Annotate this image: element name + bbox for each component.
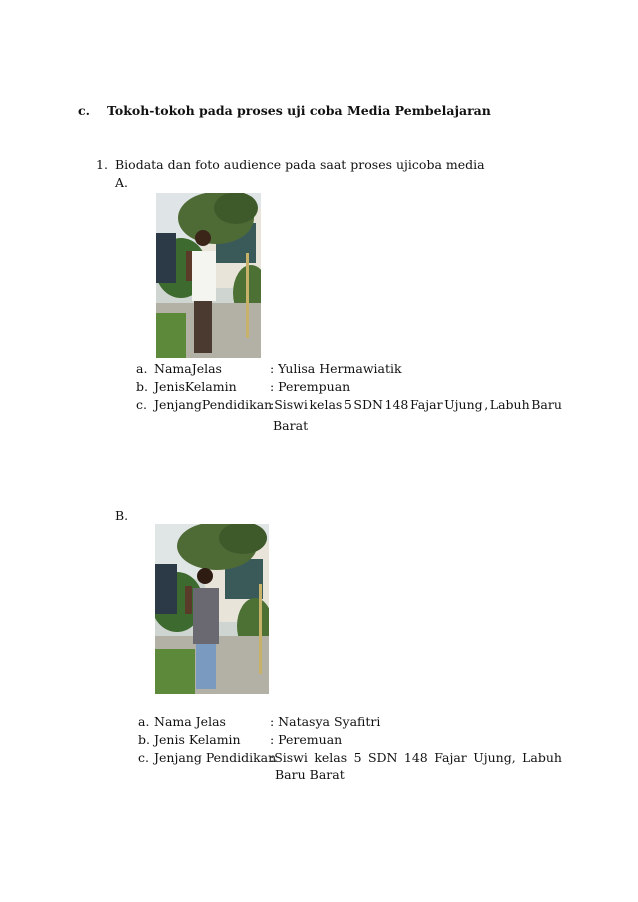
a-field-1-value: : Yulisa Hermawiatik [270,361,402,376]
entry-b-label: B. [115,508,129,523]
item-text: Biodata dan foto audience pada saat proses ujicoba media [115,157,485,172]
a-field-2-value: : Perempuan [270,379,351,394]
b-field-2-value: : Peremuan [270,732,343,747]
b-field-3-value-cont: Baru Barat [275,767,345,782]
a-field-3-label: JenjangPendidikan [154,397,273,412]
word: Baru [531,397,562,412]
photo-a [156,193,261,358]
b-field-3-marker: c. [138,750,149,765]
b-field-1-value: : Natasya Syafitri [270,714,381,729]
word: 5 [353,750,362,765]
word: kelas [314,750,348,765]
b-field-1-label: Nama Jelas [154,714,226,729]
word: Labuh [522,750,562,765]
a-field-1-label: NamaJelas [154,361,222,376]
a-field-3-value [270,397,562,413]
photo-b [155,524,269,694]
entry-a-label: A. [115,175,129,190]
a-field-3-marker: c. [136,397,147,412]
b-field-1-marker: a. [138,714,150,729]
word: 148 [384,397,409,412]
b-field-3-label: Jenjang Pendidikan [154,750,277,765]
word: Ujung [444,397,483,412]
word: Fajar [409,397,443,412]
word: , [484,397,489,412]
word: Labuh [489,397,530,412]
a-field-3-value-cont: Barat [273,418,309,433]
section-letter: c. [78,103,90,118]
word: Fajar [434,750,467,765]
item-number: 1. [96,157,108,172]
word: 5 [343,397,352,412]
word: :Siswi [270,397,308,412]
word: Ujung, [473,750,516,765]
word: 148 [403,750,428,765]
b-field-3-value [270,750,562,766]
b-field-2-marker: b. [138,732,150,747]
a-field-2-marker: b. [136,379,148,394]
word: kelas [309,397,343,412]
a-field-2-label: JenisKelamin [154,379,237,394]
b-field-2-label: Jenis Kelamin [154,732,241,747]
word: SDN [367,750,398,765]
word: :Siswi [270,750,308,765]
section-title: Tokoh-tokoh pada proses uji coba Media Pembelajaran [107,103,491,118]
a-field-1-marker: a. [136,361,148,376]
word: SDN [353,397,383,412]
